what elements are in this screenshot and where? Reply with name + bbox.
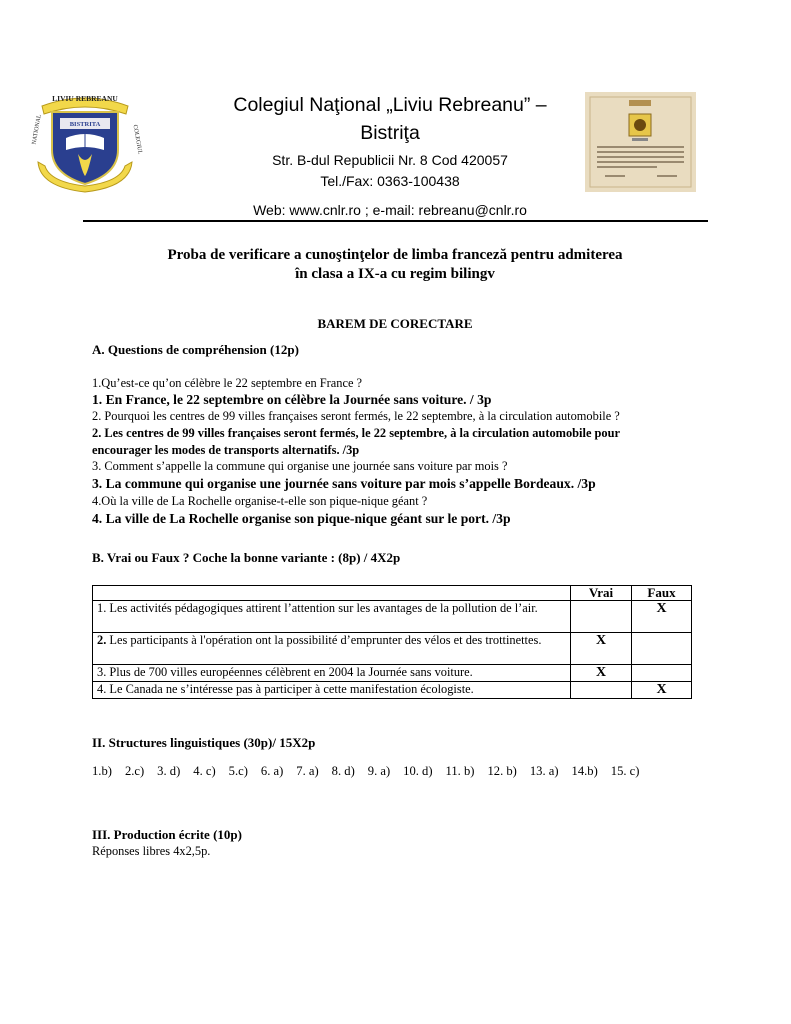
logo-side-left: NATIONAL — [31, 114, 43, 145]
logo-text: LIVIU REBREANU — [52, 94, 118, 103]
answer-key: 1.b) — [92, 764, 112, 778]
school-phone: Tel./Fax: 0363-100438 — [320, 173, 460, 189]
statement-number: 3. — [97, 665, 107, 679]
answer-key: 8. d) — [331, 764, 355, 778]
statement-number: 2. — [97, 633, 107, 647]
answer-key: 15. c) — [610, 764, 640, 778]
doc-title-line2: în clasa a IX-a cu regim bilingv — [295, 266, 495, 282]
school-name-line2: Bistriţa — [360, 122, 420, 144]
section-iii-text: Réponses libres 4x2,5p. — [92, 844, 211, 858]
statement-text: Les participants à l'opération ont la possibilité d’emprunter des vélos et des trottinettes. — [109, 633, 542, 647]
statement-number: 1. — [97, 601, 107, 615]
faux-cell: X — [632, 682, 692, 699]
statement-text: Les activités pédagogiques attirent l’attention sur les avantages de la pollution de l’air. — [109, 601, 538, 615]
answer-key: 2.c) — [124, 764, 145, 778]
vrai-cell: X — [571, 665, 632, 682]
statement-cell — [93, 682, 571, 699]
section-b-heading: B. Vrai ou Faux ? Coche la bonne variante : (8p) / 4X2p — [92, 550, 401, 565]
section-ii-heading: II. Structures linguistiques (30p)/ 15X2p — [92, 735, 316, 750]
school-name-line1: Colegiul Naţional „Liviu Rebreanu” – — [233, 94, 547, 116]
school-web-email: Web: www.cnlr.ro ; e-mail: rebreanu@cnlr.ro — [253, 202, 527, 218]
table-header-row — [93, 586, 692, 601]
statement-cell — [93, 633, 571, 665]
table-row — [93, 633, 692, 665]
section-iii-heading: III. Production écrite (10p) — [92, 827, 242, 842]
answer-key: 6. a) — [260, 764, 284, 778]
table-row — [93, 682, 692, 699]
answer-2-line2: encourager les modes de transports alternatifs. /3p — [92, 443, 360, 457]
question-4: 4.Où la ville de La Rochelle organise-t-elle son pique-nique géant ? — [92, 494, 428, 508]
answer-4: 4. La ville de La Rochelle organise son pique-nique géant sur le port. /3p — [92, 511, 511, 526]
answer-key: 7. a) — [296, 764, 319, 778]
answer-key: 3. d) — [157, 764, 181, 778]
vrai-cell — [571, 601, 632, 633]
header-divider — [83, 220, 708, 222]
table-row — [93, 601, 692, 633]
col-vrai: Vrai — [571, 586, 632, 601]
faux-cell — [632, 633, 692, 665]
statement-cell — [93, 601, 571, 633]
faux-cell — [632, 665, 692, 682]
logo-city: BISTRITA — [69, 121, 101, 128]
answer-key: 10. d) — [403, 764, 433, 778]
answer-3: 3. La commune qui organise une journée sans voiture par mois s’appelle Bordeaux. /3p — [92, 476, 596, 491]
question-3: 3. Comment s’appelle la commune qui organise une journée sans voiture par mois ? — [92, 459, 508, 473]
answer-2-line1: 2. Les centres de 99 villes françaises seront fermés, le 22 septembre, à la circulation automobile pour — [92, 426, 621, 440]
answer-key: 14.b) — [571, 764, 598, 778]
answer-key: 11. b) — [445, 764, 475, 778]
answer-key: 13. a) — [529, 764, 559, 778]
answer-key: 5.c) — [228, 764, 248, 778]
vrai-cell — [571, 682, 632, 699]
question-2: 2. Pourquoi les centres de 99 villes françaises seront fermés, le 22 septembre, à la circulation automobile ? — [92, 409, 620, 423]
answer-key: 4. c) — [193, 764, 216, 778]
vrai-faux-table — [92, 585, 692, 699]
doc-subtitle: BAREM DE CORECTARE — [317, 316, 473, 331]
statement-number: 4. — [97, 682, 107, 696]
table-row — [93, 665, 692, 682]
answer-key: 9. a) — [367, 764, 391, 778]
logo-side-right: COLEGIUL — [131, 124, 143, 155]
doc-title-line1: Proba de verificare a cunoştinţelor de limba franceză pentru admiterea — [167, 247, 623, 263]
question-1: 1.Qu’est-ce qu’on célèbre le 22 septembre en France ? — [92, 376, 363, 390]
vrai-cell: X — [571, 633, 632, 665]
school-crest-logo — [30, 92, 143, 194]
statement-cell — [93, 665, 571, 682]
faux-cell: X — [632, 601, 692, 633]
answer-1: 1. En France, le 22 septembre on célèbre la Journée sans voiture. / 3p — [92, 392, 492, 407]
section-a-heading: A. Questions de compréhension (12p) — [92, 342, 299, 357]
answer-key-list — [92, 763, 712, 780]
statement-text: Plus de 700 villes européennes célèbrent en 2004 la Journée sans voiture. — [109, 665, 473, 679]
table-header-statement — [93, 586, 571, 601]
answer-key: 12. b) — [487, 764, 517, 778]
statement-text: Le Canada ne s’intéresse pas à participer à cette manifestation écologiste. — [109, 682, 474, 696]
certificate-image — [585, 92, 696, 192]
school-address: Str. B-dul Republicii Nr. 8 Cod 420057 — [272, 152, 508, 168]
col-faux: Faux — [632, 586, 692, 601]
